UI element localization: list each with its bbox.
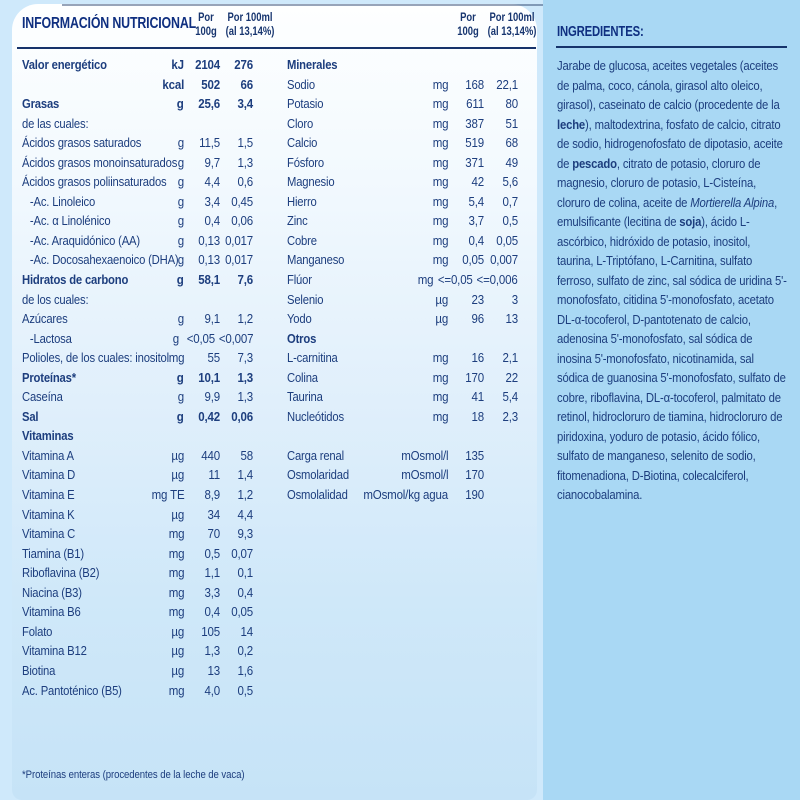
value-per-100g: 9,1 bbox=[204, 311, 220, 327]
table-row bbox=[287, 407, 518, 427]
table-row bbox=[22, 270, 253, 290]
column-header-per-100g-left bbox=[190, 12, 223, 39]
table-row bbox=[22, 446, 253, 466]
row-label: -Lactosa bbox=[29, 330, 72, 346]
row-label: Nucleótidos bbox=[287, 408, 344, 424]
table-row bbox=[287, 290, 518, 310]
table-row bbox=[287, 465, 518, 485]
row-unit: mg bbox=[432, 408, 448, 424]
value-per-100ml: 5,4 bbox=[502, 389, 518, 405]
table-row bbox=[287, 211, 518, 231]
row-unit: g bbox=[177, 232, 184, 248]
table-row bbox=[22, 290, 253, 310]
row-unit: g bbox=[177, 213, 184, 229]
value-per-100g: 168 bbox=[465, 76, 484, 92]
ingredient-segment: Jarabe de glucosa, aceites vegetales (aceites de palma, coco, cánola, girasol alto oleico, girasol), caseinato de calcio (procedente de la bbox=[557, 58, 780, 112]
value-per-100ml: <=0,006 bbox=[476, 272, 518, 288]
row-unit: mg bbox=[432, 193, 448, 209]
row-unit: mg TE bbox=[151, 487, 184, 503]
row-unit: mg bbox=[432, 174, 448, 190]
nutrition-table-right bbox=[287, 55, 518, 505]
value-per-100ml: 0,05 bbox=[231, 604, 253, 620]
value-per-100g: 0,5 bbox=[204, 545, 220, 561]
value-per-100g: 3,4 bbox=[204, 193, 220, 209]
table-row bbox=[22, 602, 253, 622]
table-row bbox=[22, 133, 253, 153]
row-label: Biotina bbox=[22, 662, 56, 678]
value-per-100g: 1,1 bbox=[204, 565, 220, 581]
row-unit: g bbox=[177, 311, 184, 327]
ingredient-segment: soja bbox=[679, 214, 702, 229]
nutrition-table-left bbox=[22, 55, 253, 700]
row-label: Calcio bbox=[287, 135, 318, 151]
value-per-100ml: 2,1 bbox=[502, 350, 518, 366]
row-unit: mg bbox=[432, 76, 448, 92]
value-per-100g: 4,0 bbox=[204, 682, 220, 698]
value-per-100g: 16 bbox=[471, 350, 484, 366]
table-row bbox=[22, 94, 253, 114]
value-per-100g: 8,9 bbox=[204, 487, 220, 503]
row-label: Caseína bbox=[22, 389, 63, 405]
value-per-100ml: 0,2 bbox=[237, 643, 253, 659]
row-label: Magnesio bbox=[287, 174, 335, 190]
value-per-100g: 3,3 bbox=[204, 584, 220, 600]
value-per-100g: 4,4 bbox=[204, 174, 220, 190]
table-row bbox=[287, 172, 518, 192]
value-per-100ml: 0,06 bbox=[231, 408, 253, 424]
table-row bbox=[22, 172, 253, 192]
card-top-edge bbox=[62, 4, 549, 6]
column-header-line: (al 13,14%) bbox=[487, 25, 537, 38]
value-per-100g: 9,9 bbox=[204, 389, 220, 405]
value-per-100ml: 51 bbox=[505, 115, 518, 131]
row-unit: kJ bbox=[171, 57, 184, 72]
row-unit: mg bbox=[168, 584, 184, 600]
value-per-100ml: 9,3 bbox=[237, 526, 253, 542]
row-unit: mg bbox=[432, 115, 448, 131]
value-per-100g: 105 bbox=[201, 623, 220, 639]
row-unit: mg bbox=[418, 272, 434, 288]
table-row bbox=[22, 368, 253, 388]
row-label: Cobre bbox=[287, 232, 317, 248]
row-label: L-carnitina bbox=[287, 350, 338, 366]
row-label: Vitamina K bbox=[22, 506, 75, 522]
row-unit: g bbox=[177, 174, 184, 190]
row-unit: mg bbox=[168, 682, 184, 698]
column-header-per-100ml-right bbox=[487, 12, 536, 39]
table-row bbox=[287, 485, 518, 505]
table-row bbox=[22, 641, 253, 661]
section-header-row bbox=[287, 329, 518, 349]
row-label: Grasas bbox=[22, 96, 60, 112]
row-label: Polioles, de los cuales: inositol bbox=[22, 350, 169, 366]
row-label: Ácidos grasos monoinsaturados bbox=[22, 154, 178, 170]
row-unit: g bbox=[177, 272, 184, 288]
column-header-line: (al 13,14%) bbox=[225, 25, 275, 38]
row-label: Fósforo bbox=[287, 154, 324, 170]
value-per-100ml: 4,4 bbox=[237, 506, 253, 522]
table-row bbox=[287, 387, 518, 407]
table-row bbox=[22, 114, 253, 134]
value-per-100ml: 22 bbox=[505, 369, 518, 385]
value-per-100ml: 49 bbox=[505, 154, 518, 170]
row-label: Flúor bbox=[287, 272, 312, 288]
value-per-100ml: 0,007 bbox=[490, 252, 518, 268]
value-per-100g: 371 bbox=[465, 154, 484, 170]
footnote: *Proteínas enteras (procedentes de la leche de vaca) bbox=[22, 769, 245, 781]
value-per-100ml: 1,3 bbox=[237, 154, 253, 170]
column-header-line: Por bbox=[460, 12, 476, 24]
table-row bbox=[287, 250, 518, 270]
value-per-100g: 13 bbox=[207, 662, 220, 678]
row-unit: mg bbox=[168, 526, 184, 542]
table-row bbox=[22, 505, 253, 525]
value-per-100g: 58,1 bbox=[198, 272, 220, 288]
column-header-line: 100g bbox=[457, 25, 479, 38]
value-per-100ml: 0,5 bbox=[237, 682, 253, 698]
value-per-100ml: 1,3 bbox=[237, 389, 253, 405]
row-unit: g bbox=[177, 389, 184, 405]
row-label: Vitamina A bbox=[22, 447, 74, 463]
table-row bbox=[22, 348, 253, 368]
column-header-line: Por 100ml bbox=[489, 12, 535, 24]
value-per-100g: 42 bbox=[471, 174, 484, 190]
table-row bbox=[22, 485, 253, 505]
ingredient-segment: Mortierella Alpina bbox=[690, 194, 775, 210]
row-label: Hierro bbox=[287, 193, 317, 209]
value-per-100ml: 0,07 bbox=[231, 545, 253, 561]
row-label: Proteínas* bbox=[22, 369, 76, 385]
table-row bbox=[287, 114, 518, 134]
row-label: Hidratos de carbono bbox=[22, 272, 129, 288]
value-per-100g: 0,4 bbox=[204, 213, 220, 229]
table-row bbox=[22, 250, 253, 270]
value-per-100ml: 66 bbox=[240, 76, 253, 92]
row-label: Zinc bbox=[287, 213, 308, 229]
row-label: Riboflavina (B2) bbox=[22, 565, 100, 581]
row-unit: mg bbox=[168, 604, 184, 620]
row-label: Niacina (B3) bbox=[22, 584, 82, 600]
value-per-100g: 170 bbox=[465, 369, 484, 385]
row-unit: mg bbox=[168, 350, 184, 366]
value-per-100g: <=0,05 bbox=[437, 272, 473, 288]
table-row bbox=[22, 622, 253, 642]
value-per-100ml: 0,017 bbox=[225, 252, 253, 268]
ingredient-segment: ), ácido L-ascórbico, hidróxido de potasio, inositol, taurina, L-Triptófano, L-Carnitina, sulfato ferroso, sulfato de zinc, sal sódica de uridina 5'-monofosfato, citidina 5'-monofosfato, acetato DL-α-tocoferol, D-pantotenato de calcio, adenosina 5'-monofosfato, sal sódica de inosina 5'-monofosfato, nicotinamida, sal sódica de guanosina 5'-monofosfato, sulfato de cobre, riboflavina, DL-α-tocoferol, palmitato de retinol, hidrocloruro de tiamina, hidrocloruro de piridoxina, yoduro de potasio, ácido fólico, sulfato de manganeso, selenito de sodio, fitomenadiona, D-Biotina, colecalciferol, cianocobalamina. bbox=[557, 214, 787, 502]
row-label: Folato bbox=[22, 623, 53, 639]
value-per-100g: 9,7 bbox=[204, 154, 220, 170]
ingredient-segment: ), maltodextrina, fosfato de calcio, citrato de sodio, hidrogenofosfato de dipotasio, aceite de bbox=[557, 116, 783, 171]
value-per-100g: 0,05 bbox=[462, 252, 484, 268]
row-label: Vitaminas bbox=[22, 428, 74, 444]
value-per-100ml: 1,5 bbox=[237, 135, 253, 151]
row-label: Taurina bbox=[287, 389, 323, 405]
row-unit: µg bbox=[171, 447, 184, 463]
row-label: Selenio bbox=[287, 291, 324, 307]
row-unit: mOsmol/l bbox=[400, 467, 448, 483]
row-label: Yodo bbox=[287, 311, 312, 327]
table-row bbox=[287, 309, 518, 329]
table-row bbox=[287, 133, 518, 153]
value-per-100ml: 0,5 bbox=[502, 213, 518, 229]
value-per-100ml: 276 bbox=[234, 57, 253, 72]
row-unit: g bbox=[172, 330, 179, 346]
value-per-100ml: 7,6 bbox=[237, 272, 253, 288]
value-per-100ml: 1,2 bbox=[237, 487, 253, 503]
row-label: Potasio bbox=[287, 96, 324, 112]
row-unit: mg bbox=[168, 545, 184, 561]
table-row bbox=[22, 192, 253, 212]
table-row bbox=[287, 348, 518, 368]
header-rule bbox=[17, 47, 536, 49]
value-per-100g: 1,3 bbox=[204, 643, 220, 659]
table-row bbox=[287, 192, 518, 212]
row-label: Colina bbox=[287, 369, 318, 385]
value-per-100g: 11 bbox=[208, 467, 220, 483]
row-unit: g bbox=[177, 408, 184, 424]
row-label: Vitamina D bbox=[22, 467, 76, 483]
value-per-100ml: 3 bbox=[511, 291, 518, 307]
value-per-100ml: <0,007 bbox=[218, 330, 253, 346]
value-per-100g: 611 bbox=[466, 96, 484, 112]
ingredient-segment: pescado bbox=[572, 155, 617, 171]
row-label: -Ac. Araquidónico (AA) bbox=[29, 232, 140, 248]
value-per-100g: 519 bbox=[465, 135, 484, 151]
value-per-100g: 0,42 bbox=[198, 408, 220, 424]
table-row bbox=[22, 681, 253, 701]
row-unit: mOsmol/l bbox=[400, 447, 448, 463]
row-label: Vitamina C bbox=[22, 526, 76, 542]
value-per-100g: 10,1 bbox=[198, 369, 220, 385]
row-label: Azúcares bbox=[22, 311, 68, 327]
table-row bbox=[287, 446, 518, 466]
row-unit: µg bbox=[171, 643, 184, 659]
value-per-100g: <0,05 bbox=[186, 330, 215, 346]
value-per-100ml: 3,4 bbox=[237, 96, 253, 112]
value-per-100ml: 1,2 bbox=[237, 311, 253, 327]
value-per-100g: 70 bbox=[207, 526, 220, 542]
value-per-100g: 440 bbox=[201, 447, 220, 463]
row-unit: mg bbox=[432, 350, 448, 366]
table-row bbox=[287, 94, 518, 114]
value-per-100g: 190 bbox=[465, 487, 484, 503]
value-per-100ml: 0,06 bbox=[231, 213, 253, 229]
table-row bbox=[22, 661, 253, 681]
table-row bbox=[287, 231, 518, 251]
value-per-100ml: 0,05 bbox=[496, 232, 518, 248]
row-label: Sal bbox=[22, 408, 39, 424]
row-unit: g bbox=[177, 193, 184, 209]
value-per-100g: 0,13 bbox=[198, 252, 220, 268]
value-per-100g: 41 bbox=[471, 389, 484, 405]
spacer-row bbox=[287, 426, 518, 446]
row-unit: µg bbox=[171, 662, 184, 678]
value-per-100ml: 58 bbox=[240, 447, 253, 463]
table-row bbox=[22, 544, 253, 564]
value-per-100ml: 14 bbox=[240, 623, 253, 639]
row-unit: g bbox=[177, 369, 184, 385]
table-row bbox=[22, 55, 253, 75]
value-per-100g: 502 bbox=[201, 76, 220, 92]
row-label: -Ac. Linoleico bbox=[29, 193, 96, 209]
row-label: Carga renal bbox=[287, 447, 344, 463]
row-unit: g bbox=[177, 252, 184, 268]
value-per-100ml: 0,7 bbox=[502, 193, 518, 209]
value-per-100ml: 1,3 bbox=[237, 369, 253, 385]
value-per-100ml: 0,017 bbox=[225, 232, 253, 248]
row-label: Otros bbox=[287, 330, 317, 346]
row-unit: g bbox=[177, 154, 184, 170]
ingredients-text bbox=[557, 56, 788, 505]
value-per-100g: 11,5 bbox=[199, 135, 220, 151]
value-per-100ml: 80 bbox=[505, 96, 518, 112]
value-per-100ml: 5,6 bbox=[502, 174, 518, 190]
table-row bbox=[22, 465, 253, 485]
table-row bbox=[287, 153, 518, 173]
value-per-100g: 96 bbox=[471, 311, 484, 327]
row-unit: µg bbox=[171, 506, 184, 522]
value-per-100g: 170 bbox=[465, 467, 484, 483]
value-per-100g: 23 bbox=[471, 291, 484, 307]
row-unit: mg bbox=[432, 389, 448, 405]
row-label: Valor energético bbox=[22, 57, 107, 72]
value-per-100ml: 0,1 bbox=[237, 565, 253, 581]
table-row bbox=[22, 309, 253, 329]
row-label: Ácidos grasos saturados bbox=[22, 135, 142, 151]
row-unit: g bbox=[177, 135, 184, 151]
ingredients-panel bbox=[543, 0, 800, 800]
row-unit: mg bbox=[432, 154, 448, 170]
value-per-100ml: 0,6 bbox=[237, 174, 253, 190]
ingredients-rule bbox=[556, 46, 787, 48]
row-unit: mg bbox=[432, 96, 448, 112]
table-row bbox=[22, 524, 253, 544]
table-row bbox=[287, 270, 518, 290]
row-unit: µg bbox=[435, 291, 448, 307]
value-per-100g: 135 bbox=[465, 447, 484, 463]
value-per-100g: 18 bbox=[471, 408, 484, 424]
value-per-100g: 387 bbox=[465, 115, 484, 131]
nutrition-title: INFORMACIÓN NUTRICIONAL bbox=[22, 15, 197, 32]
column-header-line: Por bbox=[198, 12, 214, 24]
ingredient-segment: , citrato de potasio, cloruro de magnesio, cloruro de potasio, L-Cisteína, cloruro de colina, aceite de bbox=[557, 155, 761, 210]
row-unit: µg bbox=[171, 467, 184, 483]
table-row bbox=[22, 563, 253, 583]
value-per-100g: 5,4 bbox=[468, 193, 484, 209]
value-per-100ml: 68 bbox=[505, 135, 518, 151]
row-unit: mg bbox=[432, 232, 448, 248]
value-per-100ml: 1,4 bbox=[237, 467, 253, 483]
row-label: Minerales bbox=[287, 57, 338, 72]
row-unit: mOsmol/kg agua bbox=[363, 487, 448, 503]
section-header-row bbox=[287, 55, 518, 75]
row-label: Vitamina E bbox=[22, 487, 75, 503]
column-header-line: Por 100ml bbox=[227, 12, 273, 24]
row-unit: mg bbox=[168, 565, 184, 581]
column-header-per-100ml-left bbox=[225, 12, 274, 39]
table-row bbox=[22, 153, 253, 173]
row-label: de los cuales: bbox=[22, 291, 89, 307]
value-per-100ml: 13 bbox=[505, 311, 518, 327]
value-per-100g: 0,13 bbox=[198, 232, 220, 248]
row-label: Sodio bbox=[287, 76, 315, 92]
row-label: Ácidos grasos poliinsaturados bbox=[22, 174, 167, 190]
value-per-100ml: 7,3 bbox=[237, 350, 253, 366]
ingredient-segment: leche bbox=[557, 116, 586, 132]
column-header-line: 100g bbox=[195, 25, 217, 38]
value-per-100ml: 2,3 bbox=[502, 408, 518, 424]
row-unit: µg bbox=[435, 311, 448, 327]
row-label: -Ac. α Linolénico bbox=[29, 213, 111, 229]
row-label: de las cuales: bbox=[22, 115, 89, 131]
value-per-100g: 55 bbox=[207, 350, 220, 366]
value-per-100ml: 1,6 bbox=[237, 662, 253, 678]
value-per-100ml: 0,4 bbox=[237, 584, 253, 600]
table-row bbox=[22, 387, 253, 407]
row-label: Osmolaridad bbox=[287, 467, 349, 483]
row-unit: mg bbox=[432, 369, 448, 385]
row-label: Osmolalidad bbox=[287, 487, 348, 503]
column-header-per-100g-right bbox=[450, 12, 486, 39]
row-label: Tiamina (B1) bbox=[22, 545, 84, 561]
row-unit: mg bbox=[432, 135, 448, 151]
value-per-100g: 0,4 bbox=[204, 604, 220, 620]
table-row bbox=[22, 231, 253, 251]
value-per-100g: 2104 bbox=[195, 57, 220, 72]
row-unit: g bbox=[177, 96, 184, 112]
section-header-row bbox=[22, 426, 253, 446]
row-label: -Ac. Docosahexaenoico (DHA) bbox=[29, 252, 179, 268]
table-row bbox=[22, 407, 253, 427]
row-label: Ac. Pantoténico (B5) bbox=[22, 682, 122, 698]
value-per-100g: 0,4 bbox=[468, 232, 484, 248]
value-per-100ml: 22,1 bbox=[496, 76, 518, 92]
table-row bbox=[287, 75, 518, 95]
table-row bbox=[287, 368, 518, 388]
row-label: Vitamina B12 bbox=[22, 643, 87, 659]
row-unit: kcal bbox=[162, 76, 184, 92]
ingredient-segment: , emulsificante (lecitina de bbox=[557, 194, 778, 229]
table-row bbox=[22, 583, 253, 603]
value-per-100g: 34 bbox=[207, 506, 220, 522]
row-label: Manganeso bbox=[287, 252, 345, 268]
table-row bbox=[22, 211, 253, 231]
value-per-100g: 25,6 bbox=[198, 96, 220, 112]
table-row bbox=[22, 329, 253, 349]
value-per-100g: 3,7 bbox=[468, 213, 484, 229]
row-unit: mg bbox=[432, 252, 448, 268]
row-label: Cloro bbox=[287, 115, 314, 131]
ingredients-title: INGREDIENTES: bbox=[557, 24, 644, 40]
value-per-100ml: 0,45 bbox=[231, 193, 253, 209]
row-label: Vitamina B6 bbox=[22, 604, 81, 620]
row-unit: mg bbox=[432, 213, 448, 229]
table-row bbox=[22, 75, 253, 95]
row-unit: µg bbox=[171, 623, 184, 639]
